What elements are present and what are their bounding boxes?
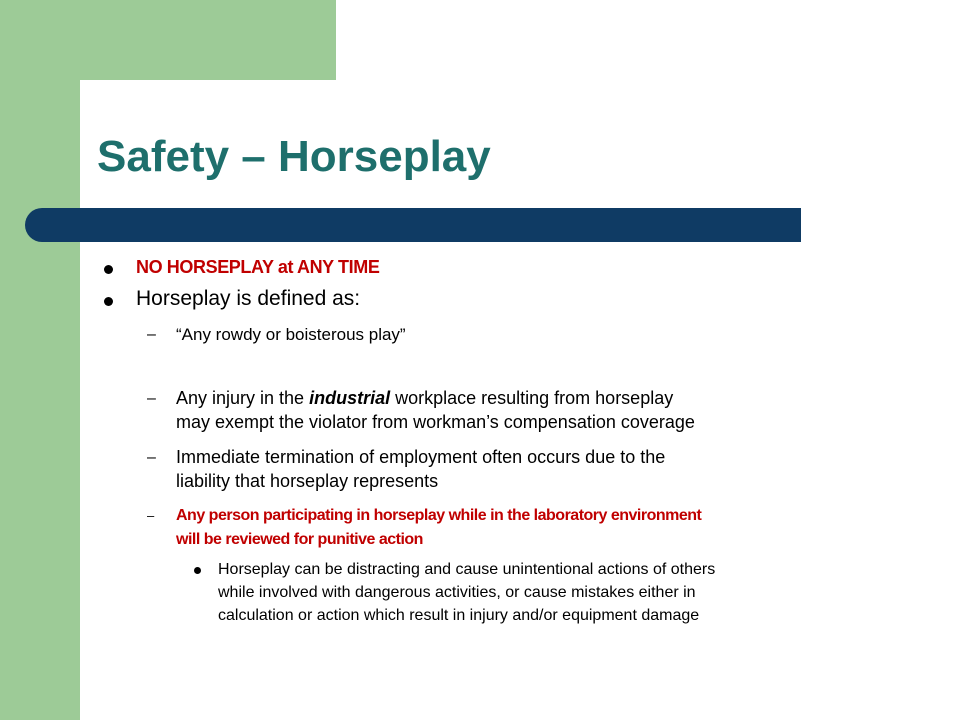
bullet-dot [194,567,201,574]
text-run: Any injury in the [176,388,310,408]
emphasis-industrial: industrial [309,388,391,408]
sub-item-termination-line2: liability that horseplay represents [176,471,439,491]
nested-note-line1: Horseplay can be distracting and cause unintentional actions of others [218,561,716,578]
text-run: workplace resulting from horseplay [390,388,674,408]
sub-item-punitive-line1: Any person participating in horseplay while in the laboratory environment [176,507,702,524]
bullet-dot [104,265,113,274]
bullet-dot [104,297,113,306]
nested-note-line2: while involved with dangerous activities, or cause mistakes either in [218,584,696,601]
dash-marker: – [147,326,156,343]
slide-title: Safety – Horseplay [97,132,491,181]
dash-marker: – [147,508,155,523]
nested-note-line3: calculation or action which result in injury and/or equipment damage [218,607,700,624]
dash-marker: – [147,449,156,466]
bullet-defined-as: Horseplay is defined as: [136,287,361,310]
dash-marker: – [147,390,156,407]
sub-item-termination-line1: Immediate termination of employment often occurs due to the [176,447,666,467]
bullet-no-horseplay: NO HORSEPLAY at ANY TIME [136,257,380,277]
sub-item-punitive-line2: will be reviewed for punitive action [176,531,423,548]
sub-item-injury-line2: may exempt the violator from workman’s compensation coverage [176,412,695,432]
sub-item-injury-line1 [176,386,673,411]
sub-item-definition: “Any rowdy or boisterous play” [176,325,406,344]
